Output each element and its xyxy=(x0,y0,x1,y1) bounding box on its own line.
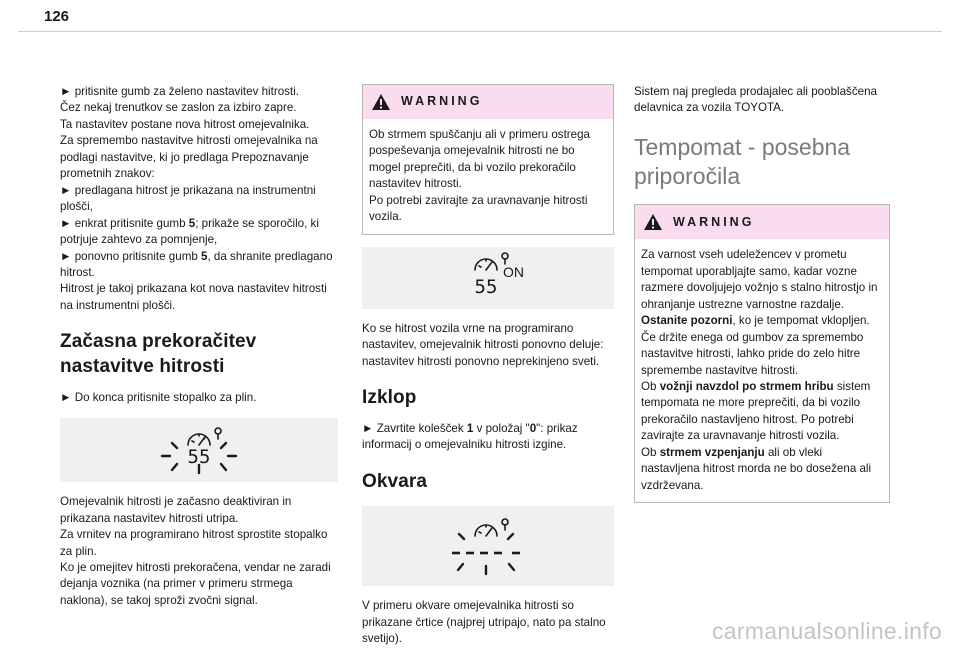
limit-value: 55 xyxy=(474,275,498,298)
paragraph-accelerator: ► Do konca pritisnite stopalko za plin. xyxy=(60,390,257,404)
paragraph-press-once: ► enkrat pritisnite gumb 5; prikaže se sporočilo, ki potrjuje zahtevo za pomnjenje, xyxy=(60,216,319,247)
header-divider xyxy=(18,31,942,32)
warning-header xyxy=(363,85,613,119)
warning-title: WARNING xyxy=(673,214,755,229)
speed-limiter-icon xyxy=(60,418,338,482)
heading-temporary-exceed: Začasna prekoračitev nastavitve hitrosti xyxy=(60,331,257,378)
figure-flashing-limit xyxy=(60,418,338,482)
paragraph-deactivated: Omejevalnik hitrosti je začasno deaktiviran in prikazana nastavitev hitrosti utripa. Za vrnitev na programirano hitrost sprostite stopalko za plin. Ko je omejitev hitrosti prekoračena, vendar ne zaradi dejanja voznika (na primer v primeru strmega naklona), se takoj sproži zvočni signal. xyxy=(60,495,331,607)
warning-title: WARNING xyxy=(401,94,483,109)
paragraph-resume: Ko se hitrost vozila vrne na programirano nastavitev, omejevalnik hitrosti ponovno deluje: nastavitev hitrosti ponovno neprekinjeno sveti. xyxy=(362,321,604,368)
column-left xyxy=(60,84,338,609)
heading-cruise-control: Tempomat - posebna priporočila xyxy=(634,133,851,189)
paragraph-dealer: Sistem naj pregleda prodajalec ali pooblaščena delavnica za vozila TOYOTA. xyxy=(634,85,877,115)
warning-box-cruise xyxy=(634,204,890,503)
on-label: ON xyxy=(503,263,524,280)
warning-triangle-icon xyxy=(643,213,663,231)
paragraph-switch-off: ► Zavrtite kolešček 1 v položaj "0": prikaz informacij o omejevalniku hitrosti izgine. xyxy=(362,421,578,452)
figure-limit-on xyxy=(362,247,614,309)
paragraph-setting-intro: ► pritisnite gumb za želeno nastavitev hitrosti. Čez nekaj trenutkov se zaslon za izbiro zapre. Ta nastavitev postane nova hitrost omejevalnika. Za spremembo nastavitve hitrosti omejevalnika na podlagi nastavitve, ki jo predlaga Prepoznavanje prometnih znakov: xyxy=(60,85,318,181)
paragraph-fault: V primeru okvare omejevalnika hitrosti so prikazane črtice (najprej utripajo, nato pa stalno svetijo). xyxy=(362,599,606,646)
paragraph-press-again: ► ponovno pritisnite gumb 5, da shranite predlagano hitrost. Hitrost je takoj prikazana kot nova nastavitev hitrosti na instrumentni plošči. xyxy=(60,249,333,312)
warning-safety: Za varnost vseh udeležencev v prometu tempomat uporabljajte samo, kadar vozne razmere dovoljujejo vožnjo s stalno hitrostjo in ohranjanje ustrezne varnostne razdalje. xyxy=(641,248,878,311)
watermark: carmanualsonline.info xyxy=(711,618,942,644)
speed-limiter-icon xyxy=(362,247,614,309)
warning-attention: Ostanite pozorni, ko je tempomat vklopljen. Če držite enega od gumbov za spremembo nastavitve hitrosti, lahko pride do zelo hitre spremembe nastavitve hitrosti. Ob vožnji navzdol po strmem hribu sistem tempomata ne more preprečiti, da bi vozilo prekoračilo nastavljeno hitrost. Po potrebi zavirajte za uravnavanje hitrosti vozila. Ob strmem vzpenjanju ali ob vleki nastavljena hitrost morda ne bo dosežena ali vzdrževana. xyxy=(641,314,872,492)
limit-value: 55 xyxy=(187,446,211,469)
heading-izklop: Izklop xyxy=(362,387,417,409)
page-number: 126 xyxy=(44,8,70,25)
figure-fault xyxy=(362,506,614,586)
warning-box-descent xyxy=(362,84,614,235)
column-right xyxy=(634,84,890,515)
warning-text: Ob strmem spuščanju ali v primeru ostrega pospeševanja omejevalnik hitrosti ne bo mogel preprečiti, da bi vozilo prekoračilo nastavitev hitrosti. Po potrebi zavirajte za uravnavanje hitrosti vozila. xyxy=(369,128,591,224)
warning-header xyxy=(635,205,889,239)
speed-limiter-icon xyxy=(362,506,614,586)
column-middle xyxy=(362,84,614,648)
heading-okvara: Okvara xyxy=(362,470,428,492)
warning-text xyxy=(635,239,889,502)
paragraph-suggested-speed: ► predlagana hitrost je prikazana na instrumentni plošči, xyxy=(60,183,316,214)
warning-triangle-icon xyxy=(371,93,391,111)
